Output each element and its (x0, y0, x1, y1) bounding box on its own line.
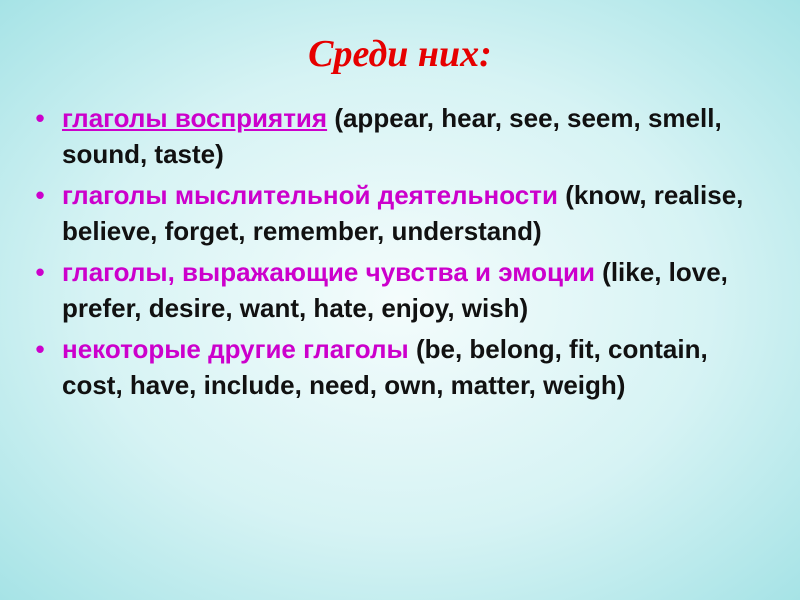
bullet-dot-icon: • (35, 334, 45, 364)
bullet-examples: (appear, hear, see, seem, smell, sound, taste) (62, 103, 722, 169)
bullet-term: глаголы, выражающие чувства и эмоции (62, 257, 595, 287)
bullet-examples: (be, belong, fit, contain, cost, have, include, need, own, matter, weigh) (62, 334, 708, 400)
bullet-term: некоторые другие глаголы (62, 334, 409, 364)
bullet-term: глаголы мыслительной деятельности (62, 180, 558, 210)
bullet-item (30, 177, 770, 249)
bullet-examples: (like, love, prefer, desire, want, hate, enjoy, wish) (62, 257, 728, 323)
bullet-list (30, 100, 770, 408)
bullet-item (30, 331, 770, 403)
bullet-dot-icon: • (35, 103, 45, 133)
bullet-dot-icon: • (35, 180, 45, 210)
bullet-item (30, 100, 770, 172)
bullet-term: глаголы восприятия (62, 103, 328, 133)
slide-title: Среди них: (308, 33, 492, 75)
bullet-dot-icon: • (35, 257, 45, 287)
bullet-examples: (know, realise, believe, forget, remember, understand) (62, 180, 744, 246)
bullet-item (30, 254, 770, 326)
